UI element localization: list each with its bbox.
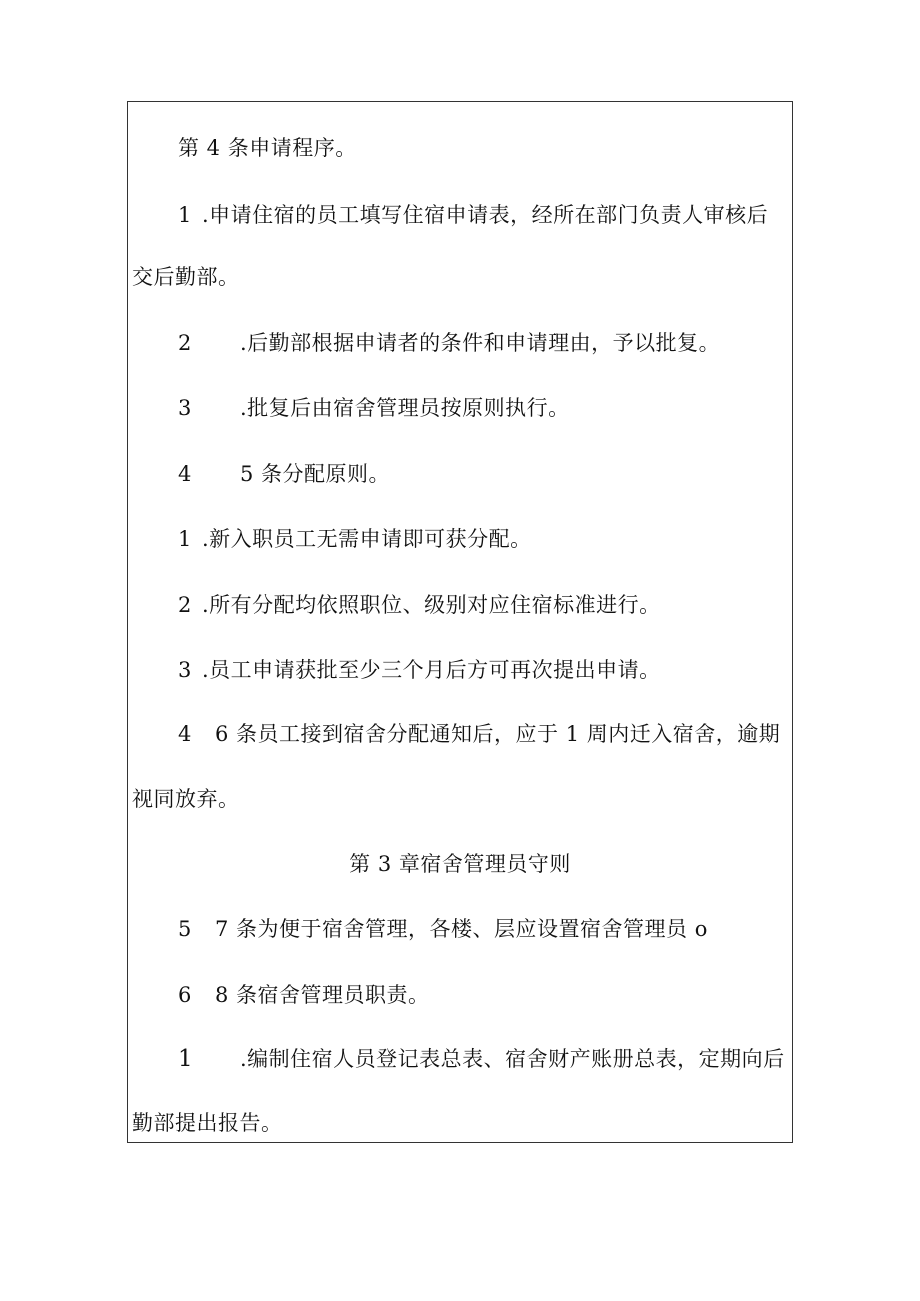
list-item: [178, 526, 532, 552]
item-text: .员工申请获批至少三个月后方可再次提出申请。: [202, 658, 661, 682]
item-text: .申请住宿的员工填写住宿申请表，经所在部门负责人审核后: [202, 203, 769, 227]
list-item: [178, 330, 720, 356]
item-number: 3: [178, 658, 192, 682]
chapter-3-heading: 第 3 章宿舍管理员守则: [349, 852, 571, 876]
list-item: [178, 202, 768, 228]
item-number: 2: [178, 593, 192, 617]
article-8-heading: [178, 982, 430, 1008]
item-text: .后勤部根据申请者的条件和申请理由，予以批复。: [240, 331, 721, 355]
item-number: 1: [178, 527, 192, 551]
item-text: 5 条分配原则。: [240, 462, 391, 486]
item-number: 2: [178, 331, 192, 355]
list-item: [178, 592, 661, 618]
article-6: [178, 721, 780, 747]
item-text: 6 条员工接到宿舍分配通知后，应于 1 周内迁入宿舍，逾期: [215, 722, 781, 746]
list-item-continuation: 视同放弃。: [132, 787, 240, 811]
item-text: .编制住宿人员登记表总表、宿舍财产账册总表，定期向后: [240, 1047, 785, 1071]
item-number: 5: [178, 917, 192, 941]
list-item: [178, 1046, 785, 1072]
article-5-heading: [178, 461, 390, 487]
item-text: 7 条为便于宿舍管理，各楼、层应设置宿舍管理员 o: [215, 917, 708, 941]
item-number: 3: [178, 396, 192, 420]
list-item: [178, 395, 570, 421]
article-7: [178, 916, 708, 942]
list-item-continuation: 勤部提出报告。: [132, 1111, 283, 1135]
item-number: 4: [178, 722, 192, 746]
item-number: 1: [178, 1046, 194, 1072]
item-text: .所有分配均依照职位、级别对应住宿标准进行。: [202, 593, 661, 617]
list-item-continuation: 交后勤部。: [132, 265, 240, 289]
article-4-heading: 第 4 条申请程序。: [178, 136, 357, 160]
item-number: 1: [178, 203, 192, 227]
item-text: .批复后由宿舍管理员按原则执行。: [240, 396, 570, 420]
item-text: 8 条宿舍管理员职责。: [215, 983, 430, 1007]
item-text: .新入职员工无需申请即可获分配。: [202, 527, 532, 551]
list-item: [178, 657, 661, 683]
item-number: 4: [178, 462, 192, 486]
item-number: 6: [178, 983, 192, 1007]
